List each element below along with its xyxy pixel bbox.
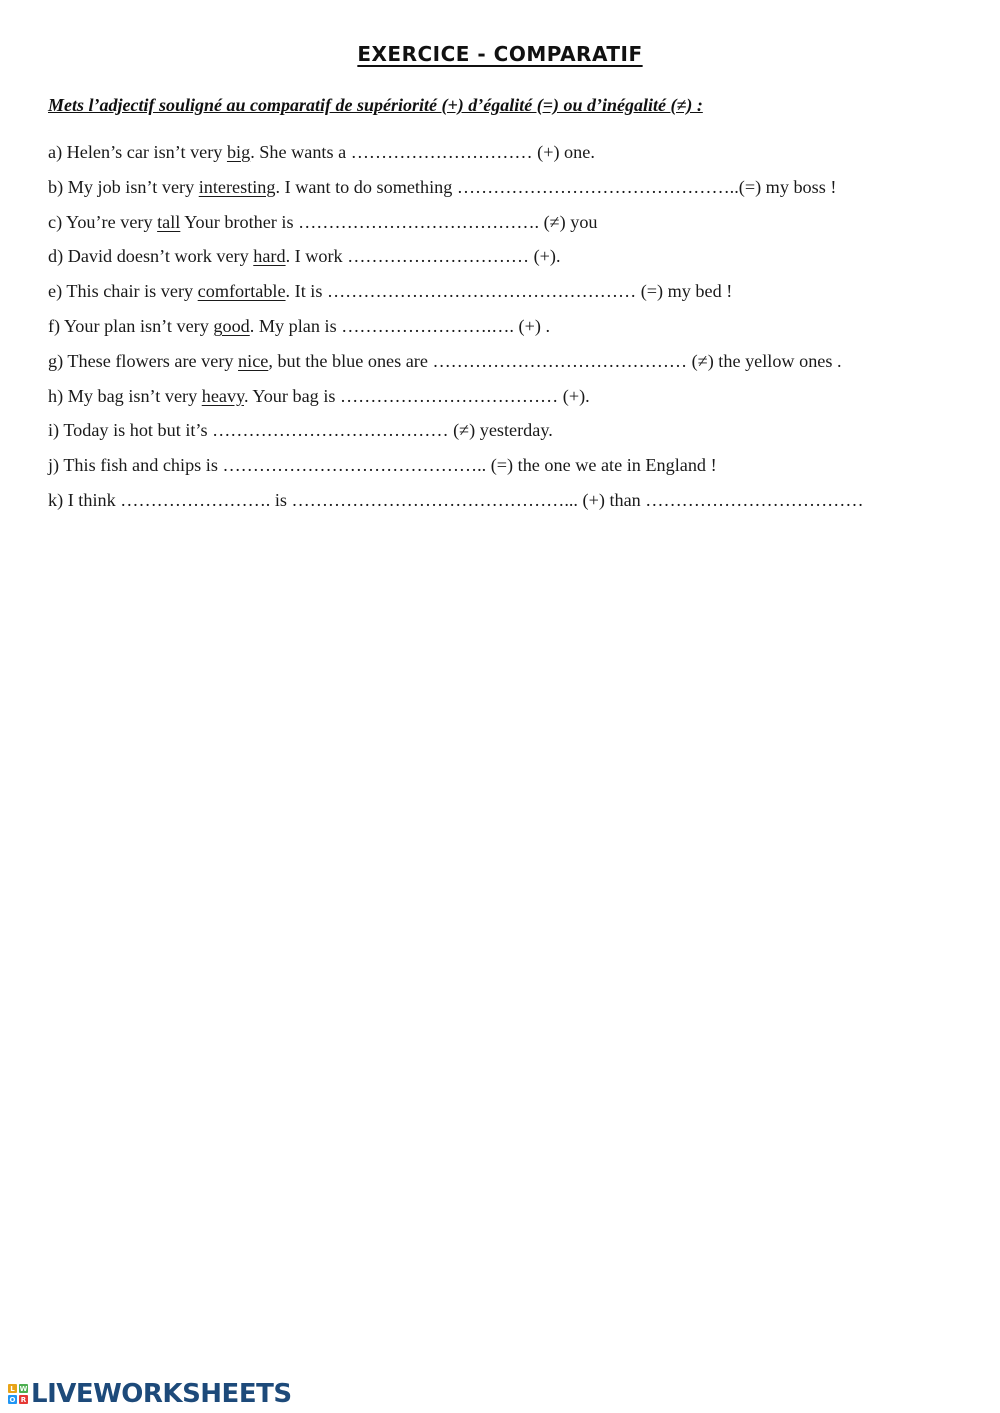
logo-icon <box>8 1384 28 1404</box>
exercise-f <box>48 314 968 349</box>
exercise-text: , but the blue ones are …………………………………… (≠) the yellow ones . <box>268 350 842 371</box>
exercise-text: j) This fish and chips is <box>48 455 223 476</box>
exercise-text: . My plan is …………………….…. (+) . <box>249 315 550 336</box>
exercise-e <box>48 279 968 314</box>
exercise-a <box>48 140 968 175</box>
exercise-text: Your brother is …………………………………. (≠) you <box>180 211 598 232</box>
exercise-text: k) I think <box>48 489 121 510</box>
exercise-text: . She wants a ………………………… (+) one. <box>250 142 595 162</box>
exercise-list <box>48 140 968 523</box>
underlined-adjective: tall <box>157 211 181 232</box>
exercise-b <box>48 175 968 210</box>
exercise-text: h) My bag isn’t very <box>48 385 202 406</box>
exercise-d <box>48 244 968 279</box>
exercise-text: g) These flowers are very <box>48 350 239 371</box>
logo-tile: L <box>8 1384 17 1393</box>
logo-tile: R <box>20 1395 27 1404</box>
exercise-text: c) You’re very <box>48 211 158 232</box>
underlined-adjective: nice <box>238 350 269 371</box>
exercise-text: a) Helen’s car isn’t very <box>48 142 227 162</box>
underlined-adjective: interesting <box>198 176 276 197</box>
exercise-text: . I work ………………………… (+). <box>285 246 561 267</box>
underlined-adjective: big <box>226 142 251 162</box>
exercise-text: ……………………. is ………………………………………... (+) than ……………………………… <box>120 489 864 510</box>
exercise-i <box>48 418 968 453</box>
exercise-g <box>48 349 968 384</box>
exercise-text: . It is …………………………………………… (=) my bed ! <box>285 281 733 302</box>
exercise-text: i) Today is hot but it’s <box>48 420 213 441</box>
exercise-text: . Your bag is ……………………………… (+). <box>243 385 590 406</box>
exercise-k <box>48 488 968 523</box>
exercise-text: ………………………………… (≠) yesterday. <box>212 420 553 441</box>
underlined-adjective: hard <box>253 246 286 267</box>
exercise-text: . I want to do something ………………………………………..(=) my boss ! <box>275 176 837 197</box>
exercise-j <box>48 453 968 488</box>
liveworksheets-logo <box>8 1378 292 1410</box>
logo-text: LIVEWORKSHEETS <box>31 1379 292 1409</box>
instruction: Mets l’adjectif souligné au comparatif de supériorité (+) d’égalité (=) ou d’inégalité (≠) : <box>48 95 703 115</box>
exercise-text: e) This chair is very <box>48 281 198 302</box>
exercise-c <box>48 210 968 245</box>
underlined-adjective: good <box>213 315 250 336</box>
underlined-adjective: heavy <box>201 385 244 406</box>
exercise-text: d) David doesn’t work very <box>48 246 254 267</box>
underlined-adjective: comfortable <box>197 281 286 302</box>
exercise-text: b) My job isn’t very <box>48 176 199 197</box>
exercise-text: …………………………………….. (=) the one we ate in England ! <box>222 455 717 476</box>
page-title: EXERCICE - COMPARATIF <box>357 42 643 66</box>
logo-tile: W <box>19 1384 28 1393</box>
logo-tile: O <box>9 1395 16 1404</box>
exercise-h <box>48 384 968 419</box>
exercise-text: f) Your plan isn’t very <box>48 315 214 336</box>
